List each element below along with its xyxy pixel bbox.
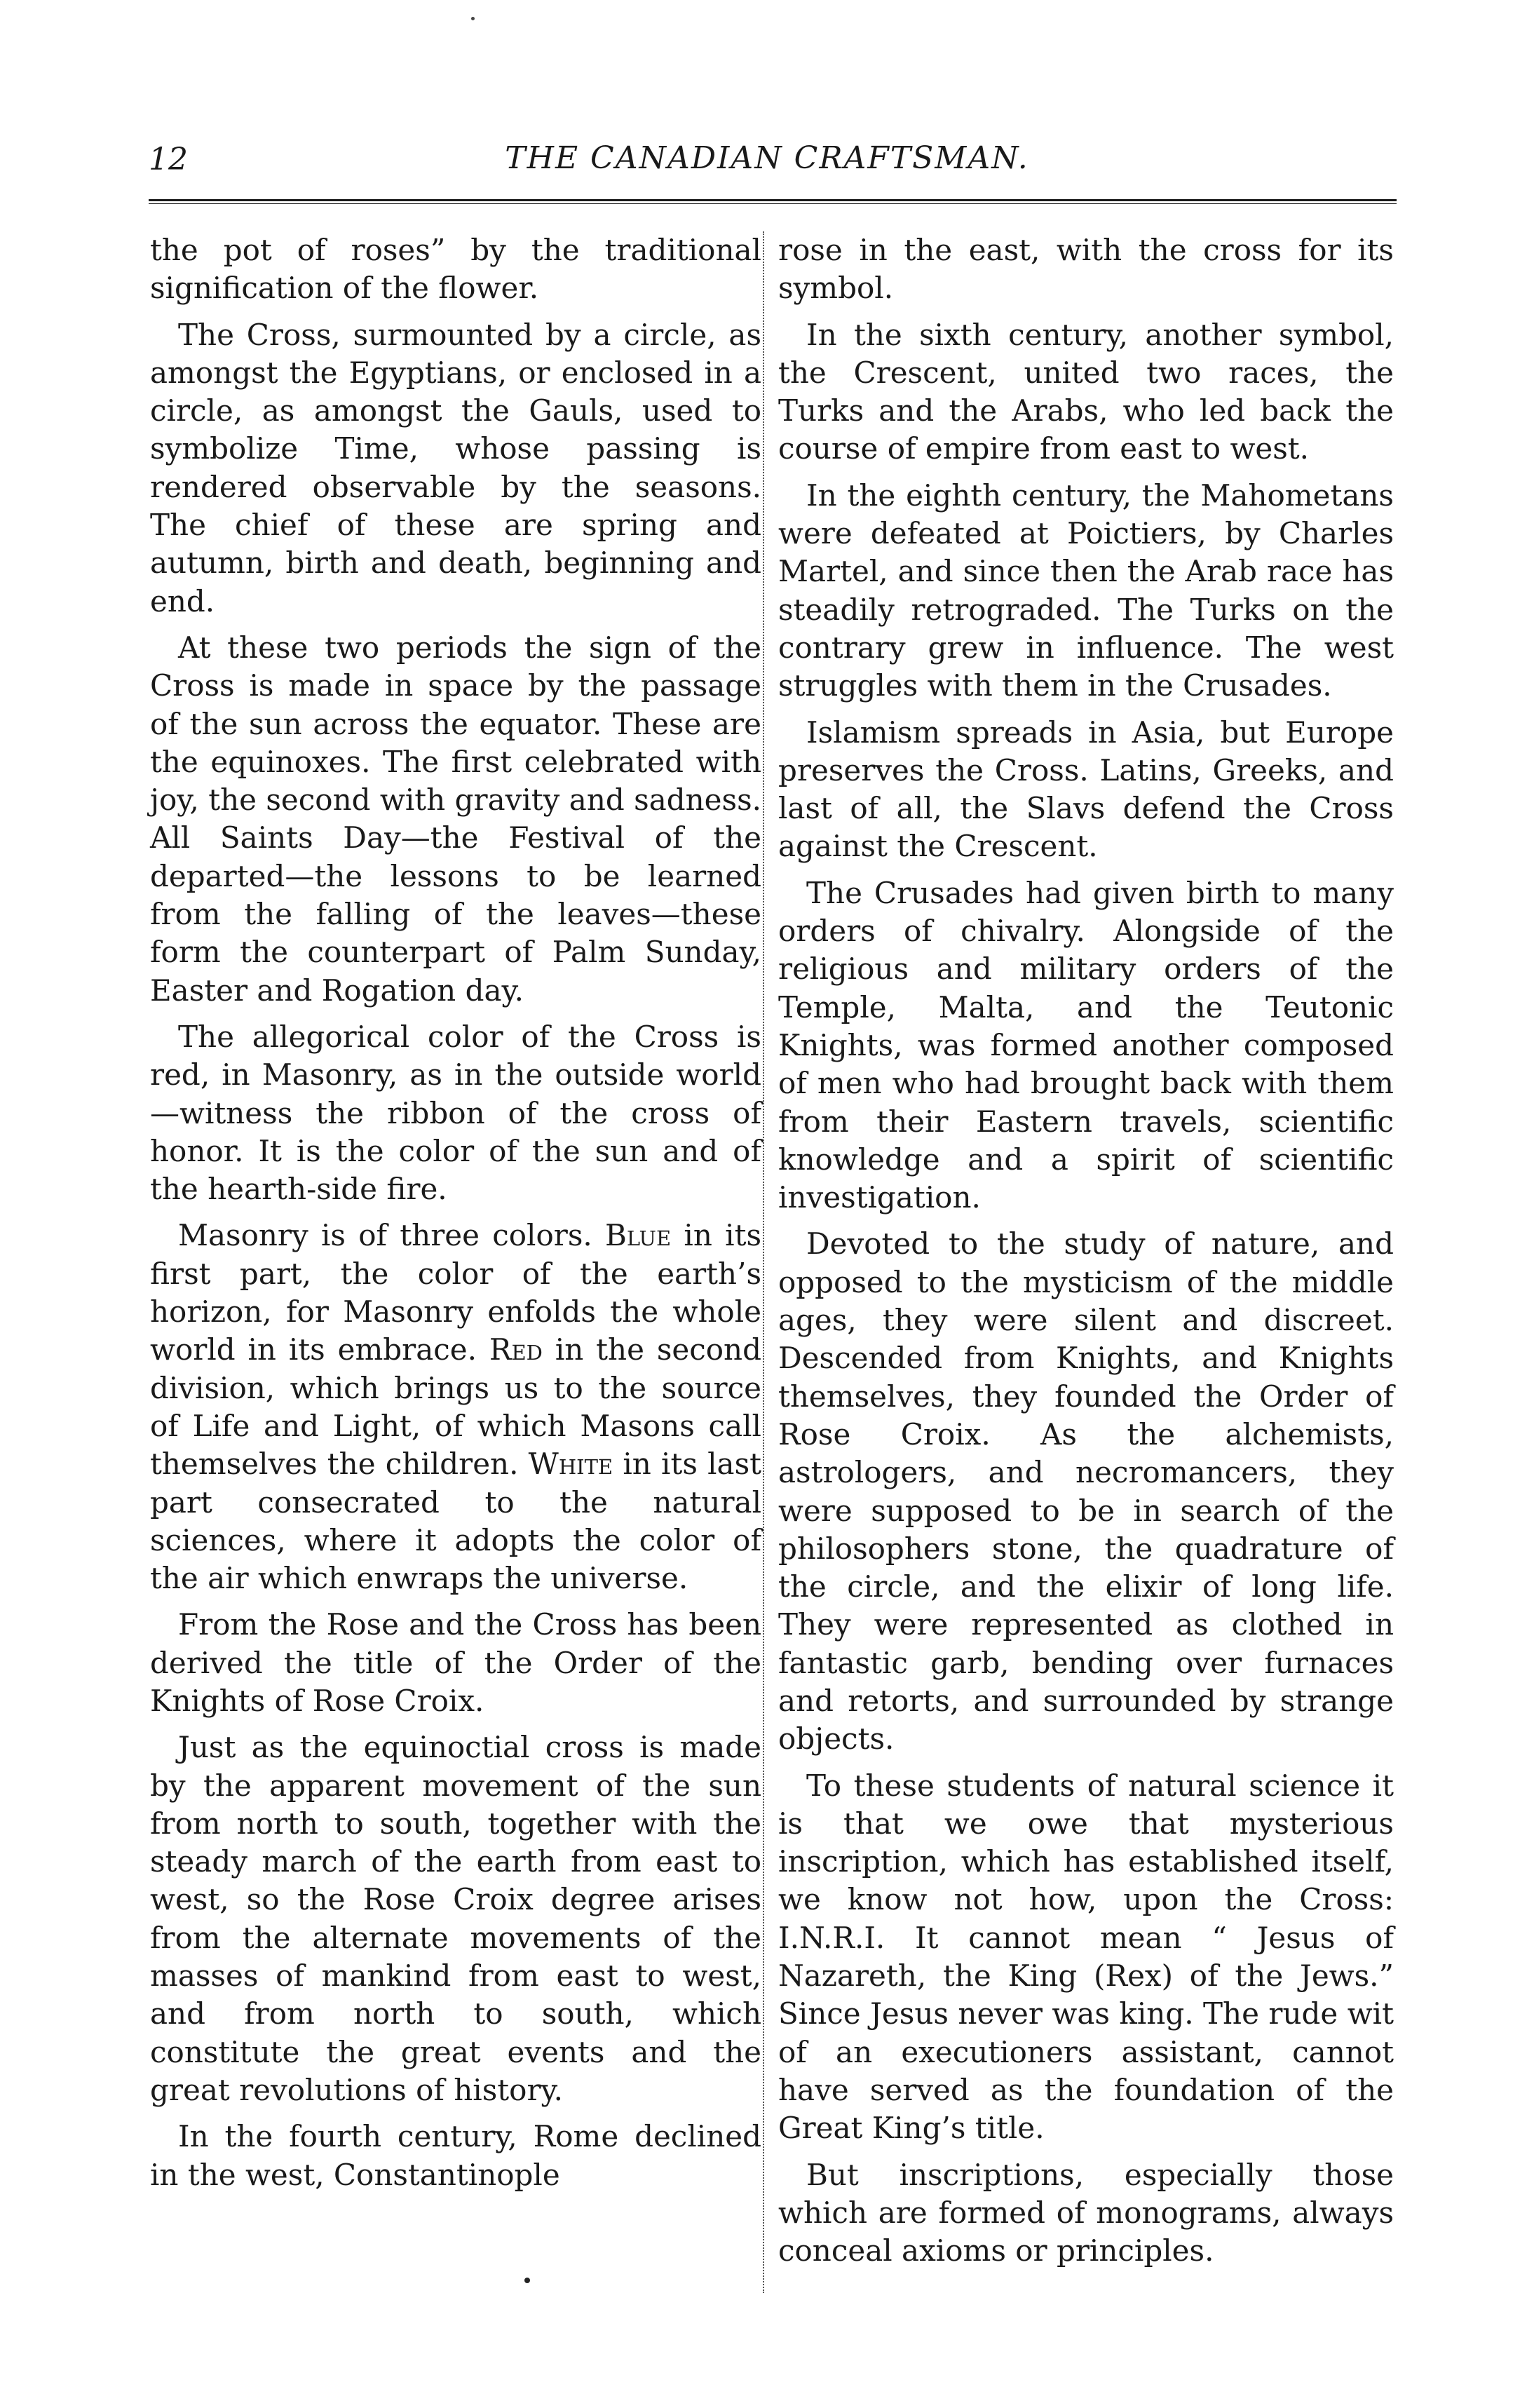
paragraph: Devoted to the study of nature, and opposed to the mysticism of the middle ages, they were silent and discreet. Descended from Knights, and Knights themselves, they founded the Order of Rose Croix. As the alchemists, astrologers, and necromancers, they were supposed to be in search of the philosophers stone, the quadrature of the circle, and the elixir of long life. They were represented as clothed in fantastic garb, bending over furnaces and retorts, and surrounded by strange objects. xyxy=(778,1226,1394,1757)
paragraph: Just as the equinoctial cross is made by the apparent movement of the sun from north to south, together with the steady march of the earth from east to west, so the Rose Croix degree arises from the alternate movements of the masses of mankind from east to west, and from north to south, which constitute the great events and the great revolutions of history. xyxy=(150,1730,761,2107)
color-term-blue: Blue xyxy=(605,1218,672,1253)
paragraph: the pot of roses” by the traditional signification of the flower. xyxy=(150,233,761,306)
paragraph: The Crusades had given birth to many orders of chivalry. Alongside of the religious and military orders of the Temple, Malta, and the Teutonic Knights, was formed another composed of men who had brought back with them from their Eastern travels, scientific knowledge and a spirit of scientific investigation. xyxy=(778,875,1394,1215)
header-rule xyxy=(149,199,1397,204)
footer-dot xyxy=(524,2278,530,2283)
paragraph: Islamism spreads in Asia, but Europe preserves the Cross. Latins, Greeks, and last of all, the Slavs defend the Cross against the Crescent. xyxy=(778,715,1394,864)
text-run: in the second division, which brings us to the source of Life and Light, of which Masons call themselves the children. xyxy=(150,1332,761,1482)
text-run: in its first part, the color of the earth’s horizon, for Masonry enfolds the whole world in its embrace. xyxy=(150,1218,761,1367)
left-column xyxy=(150,231,761,2203)
paragraph: But inscriptions, especially those which are formed of monograms, always conceal axioms or principles. xyxy=(778,2157,1394,2268)
paragraph: The allegorical color of the Cross is red, in Masonry, as in the outside world—witness the ribbon of the cross of honor. It is the color of the sun and of the hearth-side fire. xyxy=(150,1019,761,1207)
color-term-red: Red xyxy=(489,1332,543,1367)
paragraph: rose in the east, with the cross for its symbol. xyxy=(778,233,1394,306)
paragraph: In the sixth century, another symbol, the Crescent, united two races, the Turks and the Arabs, who led back the course of empire from east to west. xyxy=(778,317,1394,466)
paragraph: In the eighth century, the Mahometans were defeated at Poictiers, by Charles Martel, and since then the Arab race has steadily retrograded. The Turks on the contrary grew in influence. The west struggles with them in the Crusades. xyxy=(778,478,1394,703)
right-column xyxy=(778,231,1394,2278)
paragraph: To these students of natural science it is that we owe that mysterious inscription, which has established itself, we know not how, upon the Cross: I.N.R.I. It cannot mean “ Jesus of Nazareth, the King (Rex) of the Jews.” Since Jesus never was king. The rude wit of an executioners assistant, cannot have served as the foundation of the Great King’s title. xyxy=(778,1768,1394,2146)
paragraph: From the Rose and the Cross has been derived the title of the Order of the Knights of Rose Croix. xyxy=(150,1607,761,1718)
top-dot xyxy=(471,17,475,20)
paragraph: In the fourth century, Rome declined in the west, Constantinople xyxy=(150,2119,761,2192)
paragraph-colors xyxy=(150,1217,761,1597)
column-divider xyxy=(763,231,764,2293)
page-number: 12 xyxy=(149,142,188,177)
paragraph: At these two periods the sign of the Cross is made in space by the passage of the sun across the equator. These are the equinoxes. The first celebrated with joy, the second with gravity and sadness. All Saints Day—the Festival of the departed—the lessons to be learned from the falling of the leaves—these form the counterpart of Palm Sunday, Easter and Rogation day. xyxy=(150,630,761,1008)
text-run: in its last part consecrated to the natural sciences, where it adopts the color of the air which enwraps the universe. xyxy=(150,1447,761,1596)
color-term-white: White xyxy=(528,1447,613,1482)
running-title: THE CANADIAN CRAFTSMAN. xyxy=(505,140,1029,176)
paragraph: The Cross, surmounted by a circle, as amongst the Egyptians, or enclosed in a circle, as amongst the Gauls, used to symbolize Time, whose passing is rendered observable by the seasons. The chief of these are spring and autumn, birth and death, beginning and end. xyxy=(150,317,761,618)
text-run: Masonry is of three colors. xyxy=(178,1218,592,1253)
